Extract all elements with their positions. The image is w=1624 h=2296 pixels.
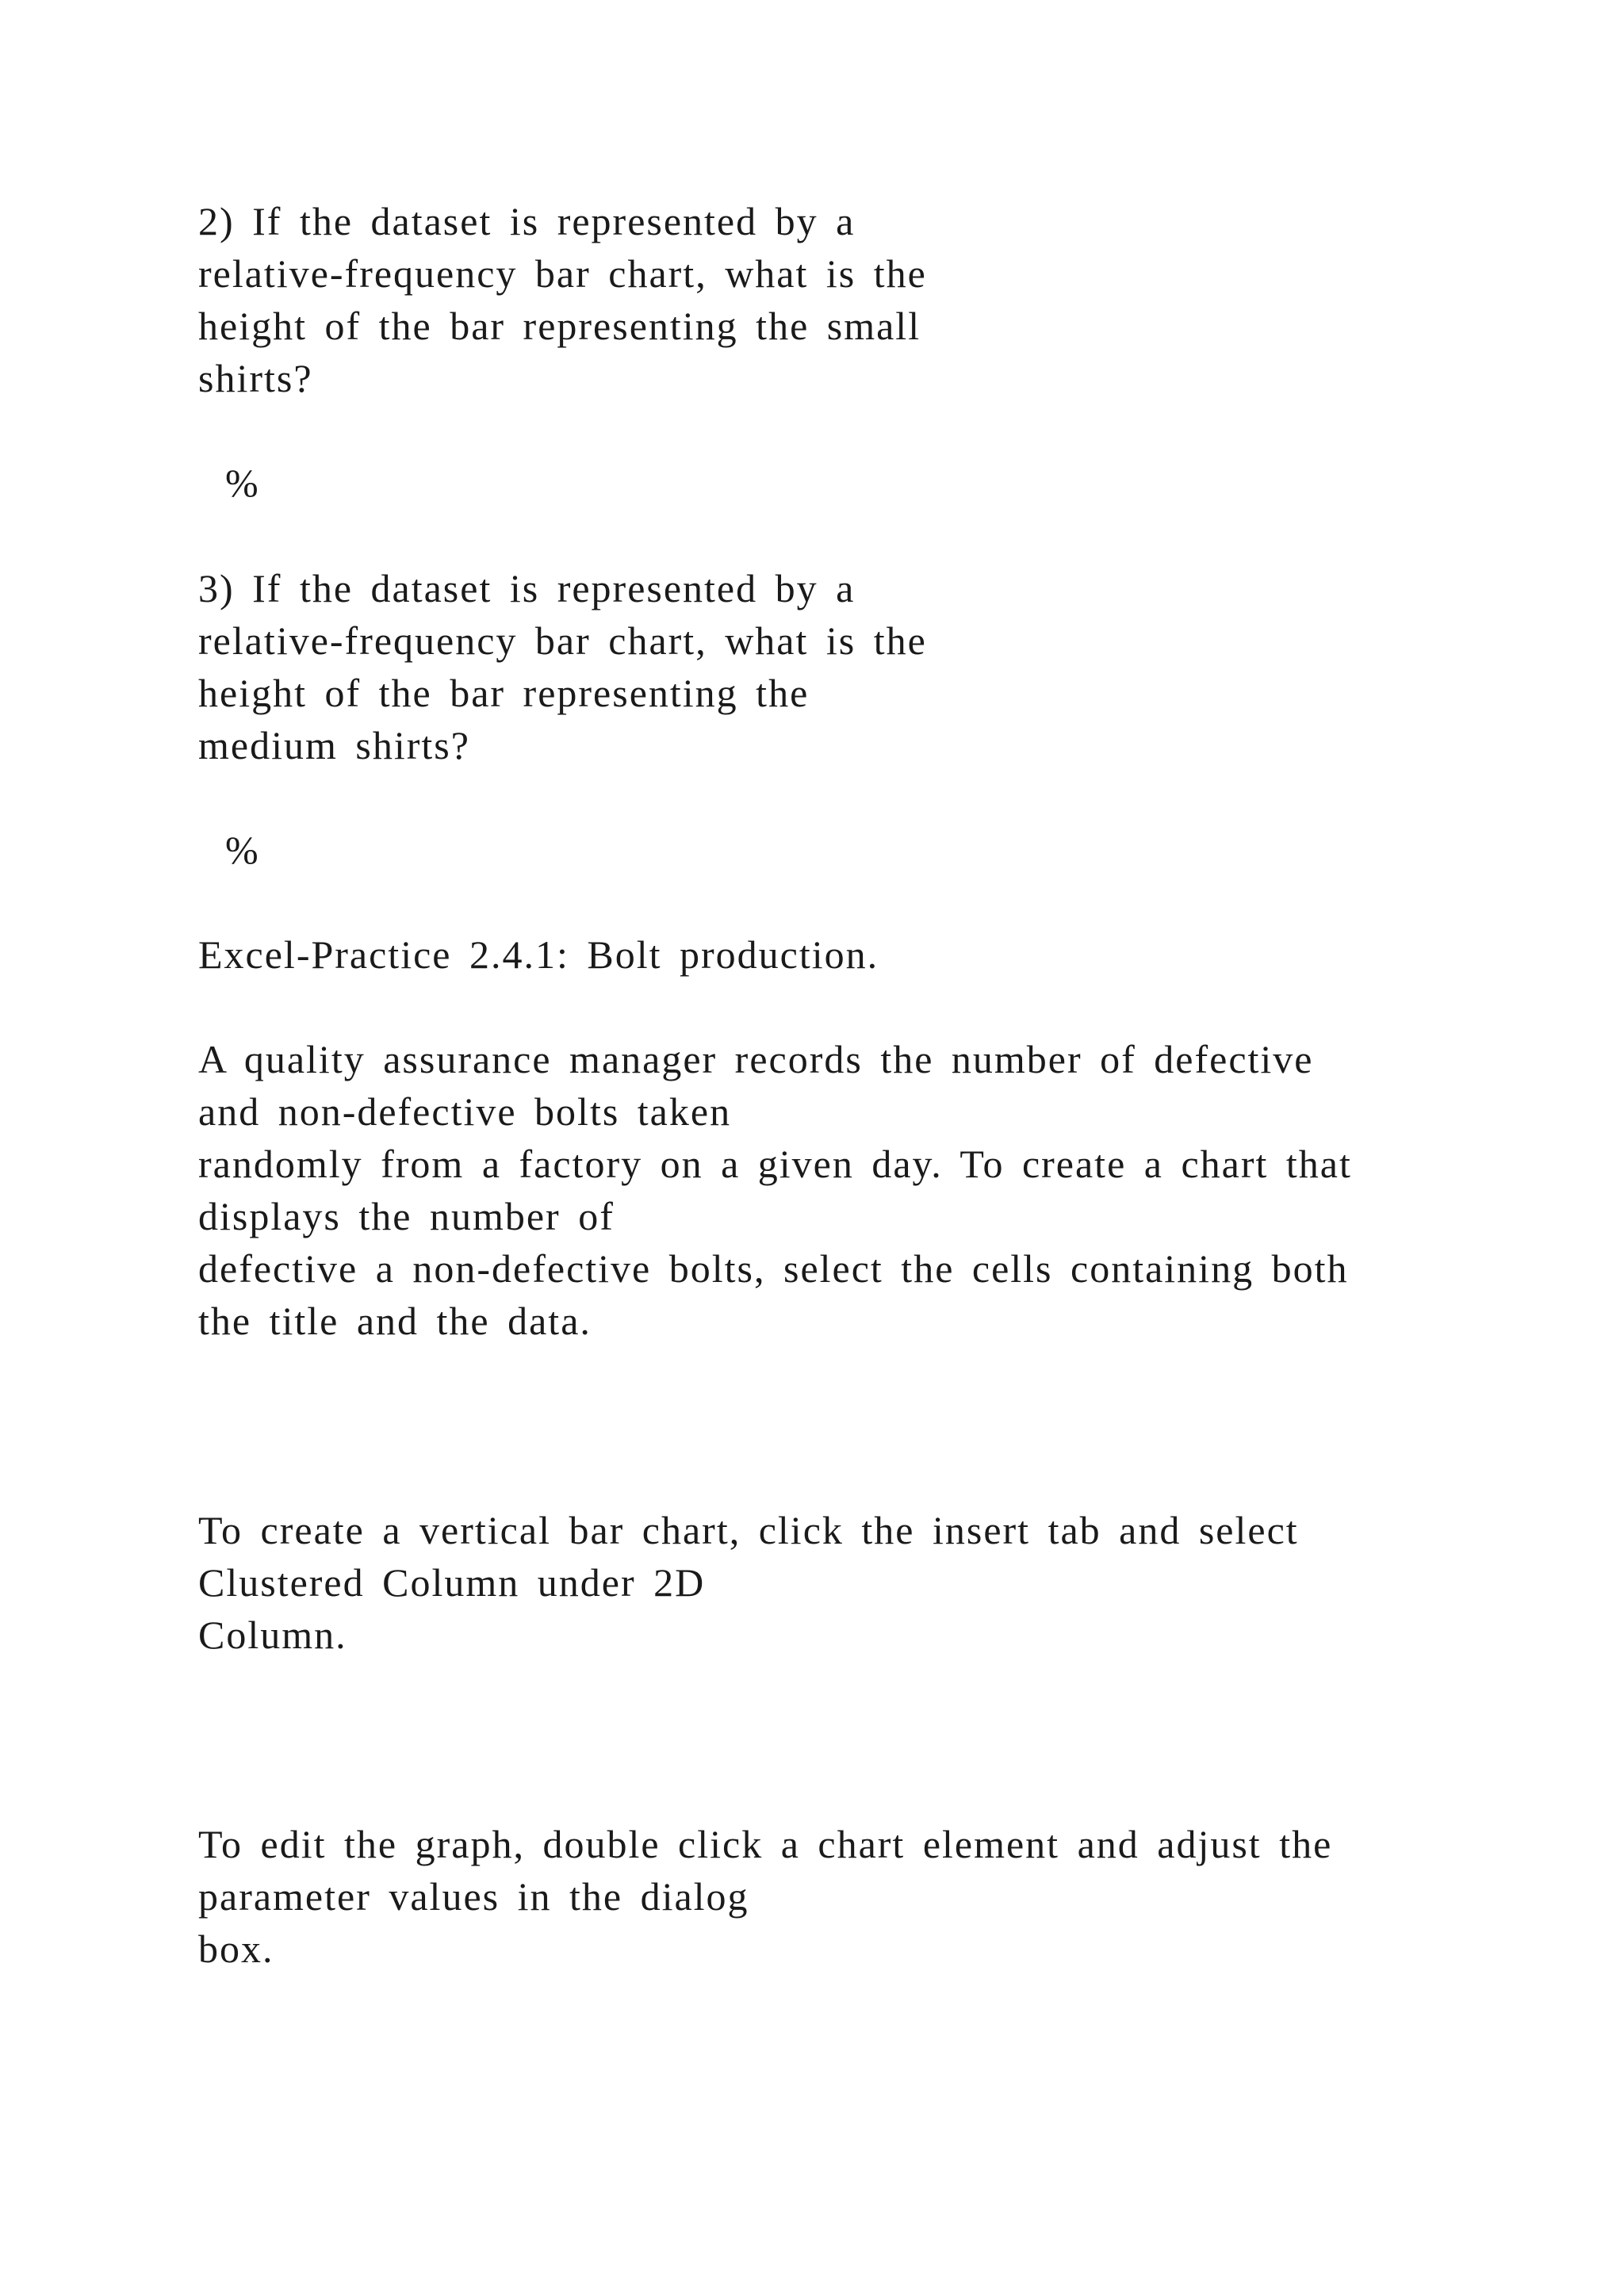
- q3-line-4: medium shirts?: [198, 723, 470, 767]
- q2-line-3: height of the bar representing the small: [198, 304, 921, 348]
- intro-line-3: randomly from a factory on a given day. To create a chart that: [198, 1142, 1352, 1186]
- q3-line-3: height of the bar representing the: [198, 671, 810, 715]
- q2-line-1: 2) If the dataset is represented by a: [198, 199, 856, 243]
- q3-answer-unit: %: [225, 828, 260, 872]
- edit-step-line-2: parameter values in the dialog: [198, 1874, 749, 1919]
- intro-line-5: defective a non-defective bolts, select the cells containing both: [198, 1246, 1349, 1291]
- q3-line-1: 3) If the dataset is represented by a: [198, 566, 856, 610]
- insert-step-line-1: To create a vertical bar chart, click the insert tab and select: [198, 1508, 1299, 1552]
- insert-step-line-2: Clustered Column under 2D: [198, 1560, 706, 1605]
- practice-title: Excel-Practice 2.4.1: Bolt production.: [198, 932, 879, 977]
- q3-line-2: relative-frequency bar chart, what is the: [198, 618, 927, 663]
- q2-line-4: shirts?: [198, 356, 313, 400]
- intro-line-6: the title and the data.: [198, 1299, 592, 1343]
- edit-step-line-3: box.: [198, 1927, 274, 1971]
- q2-line-2: relative-frequency bar chart, what is the: [198, 251, 927, 296]
- insert-step-line-3: Column.: [198, 1613, 347, 1657]
- intro-line-4: displays the number of: [198, 1194, 615, 1238]
- q2-answer-unit: %: [225, 461, 260, 505]
- intro-line-2: and non-defective bolts taken: [198, 1089, 732, 1134]
- edit-step-line-1: To edit the graph, double click a chart element and adjust the: [198, 1822, 1333, 1866]
- intro-line-1: A quality assurance manager records the number of defective: [198, 1037, 1314, 1081]
